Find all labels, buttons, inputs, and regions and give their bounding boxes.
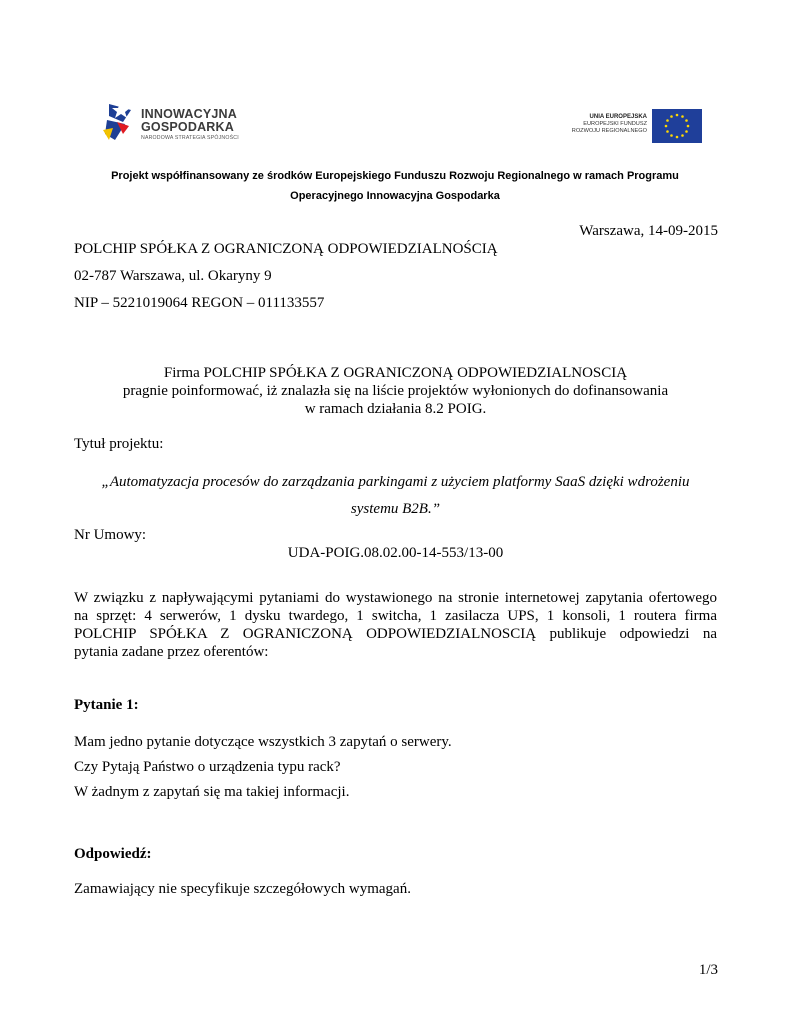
- answer-heading: Odpowiedź:: [74, 846, 152, 862]
- intro-line3: w ramach działania 8.2 POIG.: [304, 401, 487, 417]
- company-address: 02-787 Warszawa, ul. Okaryny 9: [74, 268, 272, 284]
- body-line1: W związku z napływającymi pytaniami do wystawionego na stronie internetowej zapytania ofertowego: [74, 590, 717, 606]
- innowacyjna-gospodarka-logo: [103, 98, 263, 146]
- cofinance-note-line1: Projekt współfinansowany ze środków Europejskiego Funduszu Rozwoju Regionalnego w ramach Programu: [111, 170, 679, 182]
- project-title-line1: „Automatyzacja procesów do zarządzania parkingami z użyciem platformy SaaS dzięki wdrożeniu: [101, 474, 690, 490]
- question-line3: W żadnym z zapytań się ma takiej informacji.: [74, 784, 350, 800]
- project-title-line2: systemu B2B.”: [350, 501, 441, 517]
- cofinance-note-line2: Operacyjnego Innowacyjna Gospodarka: [290, 190, 500, 202]
- intro-line2: pragnie poinformować, iż znalazła się na liście projektów wyłonionych do dofinansowania: [122, 383, 669, 399]
- body-line2: na sprzęt: 4 serwerów, 1 dysku twardego, 1 switcha, 1 zasilacza UPS, 1 konsoli, 1 routera firma: [74, 608, 717, 624]
- letter-date: Warszawa, 14-09-2015: [579, 223, 718, 239]
- body-line3: POLCHIP SPÓŁKA Z OGRANICZONĄ ODPOWIEDZIALNOSCIĄ publikuje odpowiedzi na: [74, 626, 717, 642]
- ig-logo-line1: INNOWACYJNA: [141, 107, 237, 121]
- eu-logo-line3: ROZWOJU REGIONALNEGO: [571, 128, 647, 134]
- company-ids: NIP – 5221019064 REGON – 011133557: [74, 295, 325, 311]
- body-line4: pytania zadane przez oferentów:: [74, 644, 269, 660]
- project-label: Tytuł projektu:: [74, 436, 164, 452]
- question-line1: Mam jedno pytanie dotyczące wszystkich 3 zapytań o serwery.: [74, 734, 452, 750]
- contract-label: Nr Umowy:: [74, 527, 147, 543]
- question-heading: Pytanie 1:: [74, 697, 139, 713]
- ig-emblem-icon: [103, 100, 133, 144]
- ig-logo-line3: NARODOWA STRATEGIA SPÓJNOŚCI: [141, 135, 239, 141]
- eu-logo-text: [563, 114, 647, 135]
- company-name: POLCHIP SPÓŁKA Z OGRANICZONĄ ODPOWIEDZIALNOŚCIĄ: [74, 241, 498, 257]
- ig-logo-line2: GOSPODARKA: [141, 120, 234, 134]
- question-line2: Czy Pytają Państwo o urządzenia typu rack?: [74, 759, 341, 775]
- contract-number: UDA-POIG.08.02.00-14-553/13-00: [287, 545, 504, 561]
- eu-logo-line2: EUROPEJSKI FUNDUSZ: [583, 121, 647, 127]
- page-number: 1/3: [698, 962, 718, 978]
- eu-logo-line1: UNIA EUROPEJSKA: [589, 114, 647, 120]
- eu-flag-icon: [652, 109, 702, 143]
- intro-line1: Firma POLCHIP SPÓŁKA Z OGRANICZONĄ ODPOWIEDZIALNOSCIĄ: [163, 365, 628, 381]
- answer-line1: Zamawiający nie specyfikuje szczegółowych wymagań.: [74, 881, 411, 897]
- eu-logo: [563, 108, 703, 144]
